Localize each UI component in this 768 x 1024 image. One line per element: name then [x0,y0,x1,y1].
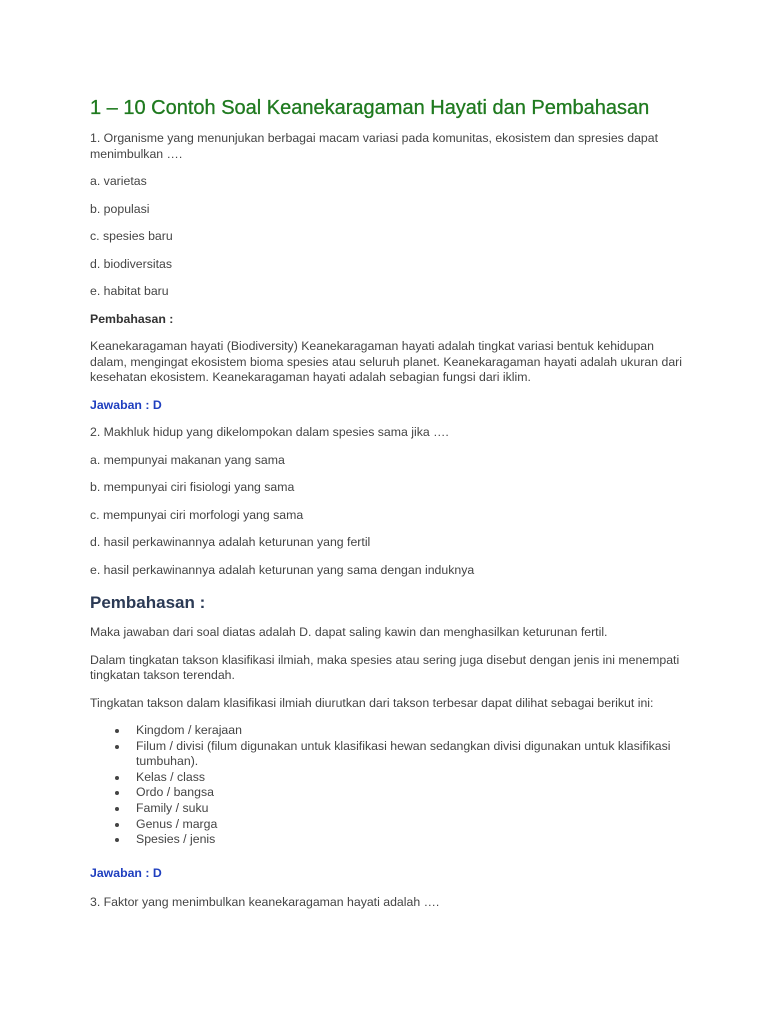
q2-option-e: e. hasil perkawinannya adalah keturunan yang sama dengan induknya [90,562,475,577]
q1-option-b: b. populasi [90,201,150,216]
q1-option-c: c. spesies baru [90,229,173,243]
q1-discussion-label: Pembahasan : [90,311,174,326]
q1-discussion: Keanekaragaman hayati (Biodiversity) Keanekaragaman hayati adalah tingkat variasi bentuk kehidupan dalam, mengingat ekosistem bioma spesies atau seluruh planet. Keanekaragaman hayati adalah ukuran dari kesehatan ekosistem. Keanekaragaman hayati adalah sebagian fungsi dari iklim. [90,339,682,384]
page-title: 1 – 10 Contoh Soal Keanekaragaman Hayati dan Pembahasan [90,97,650,119]
bullet-icon [115,791,119,795]
list-item [110,739,690,770]
bullet-icon [115,823,119,827]
taxon-label: Kelas / class [136,769,206,784]
q2-discussion-heading: Pembahasan : [90,593,206,612]
q2-answer: Jawaban : D [90,865,162,880]
bullet-icon [115,776,119,780]
q1-answer: Jawaban : D [90,397,162,412]
q2-option-a: a. mempunyai makanan yang sama [90,452,285,467]
q2-paragraph-1: Maka jawaban dari soal diatas adalah D. dapat saling kawin dan menghasilkan keturunan fertil. [90,625,608,639]
list-item [110,770,690,786]
taxon-label: Genus / marga [136,816,218,831]
list-item [110,723,690,739]
q2-paragraph-3: Tingkatan takson dalam klasifikasi ilmiah diurutkan dari takson terbesar dapat dilihat sebagai berikut ini: [90,695,654,710]
question-2: 2. Makhluk hidup yang dikelompokan dalam spesies sama jika …. [90,425,449,439]
taxon-label: Spesies / jenis [136,832,216,847]
question-3: 3. Faktor yang menimbulkan keanekaragaman hayati adalah …. [90,895,440,910]
taxon-list [90,723,690,848]
list-item [110,832,690,848]
list-item [110,801,690,817]
question-1: 1. Organisme yang menunjukan berbagai macam variasi pada komunitas, ekosistem dan spresies dapat menimbulkan …. [90,131,659,161]
q1-option-a: a. varietas [90,174,147,188]
document-page [90,96,690,911]
q2-paragraph-2: Dalam tingkatan takson klasifikasi ilmiah, maka spesies atau sering juga disebut dengan jenis ini menempati tingkatan takson terendah. [90,652,680,682]
bullet-icon [115,807,119,811]
taxon-label: Kingdom / kerajaan [136,723,242,737]
bullet-icon [115,745,119,749]
q1-option-e: e. habitat baru [90,284,169,298]
taxon-label: Family / suku [136,800,209,815]
taxon-label: Ordo / bangsa [136,785,214,800]
q2-option-b: b. mempunyai ciri fisiologi yang sama [90,480,295,494]
bullet-icon [115,838,119,842]
list-item [110,785,690,801]
q1-option-d: d. biodiversitas [90,256,173,271]
bullet-icon [115,729,119,733]
list-item [110,817,690,833]
q2-option-d: d. hasil perkawinannya adalah keturunan yang fertil [90,535,371,549]
q2-option-c: c. mempunyai ciri morfologi yang sama [90,507,304,522]
taxon-label: Filum / divisi (filum digunakan untuk klasifikasi hewan sedangkan divisi digunakan untuk klasifikasi tumbuhan). [136,738,671,769]
